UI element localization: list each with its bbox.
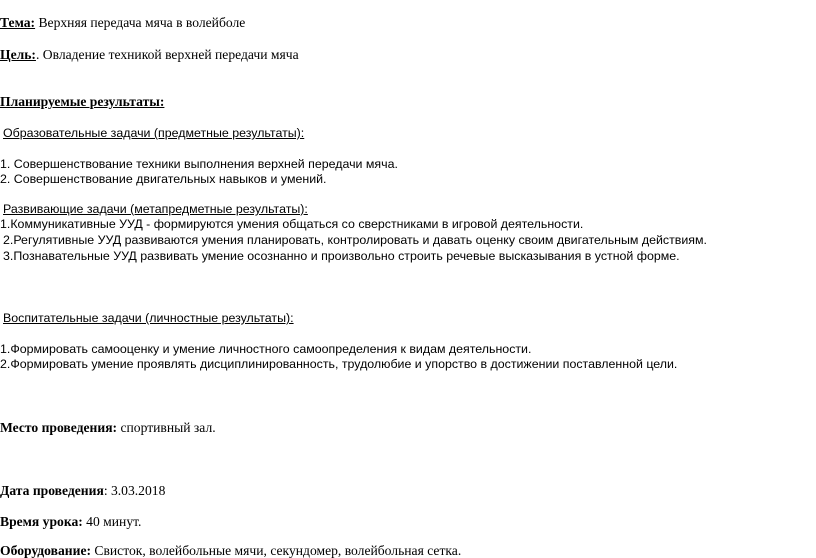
topic-label: Тема: xyxy=(0,15,36,30)
planned-results-heading: Планируемые результаты: xyxy=(0,94,165,109)
educational-item-2: 2. Совершенствование двигательных навыков и умений. xyxy=(0,172,327,186)
duration-line xyxy=(0,515,141,529)
venue-line xyxy=(0,421,216,435)
educational-item-1: 1. Совершенствование техники выполнения верхней передачи мяча. xyxy=(0,157,398,171)
developmental-item-2: 2.Регулятивные УУД развиваются умения планировать, контролировать и давать оценку своим двигательным действиям. xyxy=(3,233,707,247)
upbringing-item-2: 2.Формировать умение проявлять дисциплинированность, трудолюбие и упорство в достижении поставленной цели. xyxy=(0,357,678,371)
developmental-item-3: 3.Познавательные УУД развивать умение осознанно и произвольно строить речевые высказывания в устной форме. xyxy=(3,249,680,263)
developmental-item-1: 1.Коммуникативные УУД - формируются умения общаться со сверстниками в игровой деятельности. xyxy=(0,217,584,231)
equipment-value: Свисток, волейбольные мячи, секундомер, волейбольная сетка. xyxy=(91,543,462,558)
duration-value: 40 минут. xyxy=(82,514,142,529)
upbringing-item-1: 1.Формировать самооценку и умение личностного самоопределения к видам деятельности. xyxy=(0,342,532,356)
topic-value: Верхняя передача мяча в волейболе xyxy=(35,15,246,30)
date-label: Дата проведения xyxy=(0,483,104,498)
venue-label: Место проведения: xyxy=(0,420,118,435)
goal-line xyxy=(0,48,299,62)
educational-heading: Образовательные задачи (предметные результаты): xyxy=(3,126,305,140)
equipment-label: Оборудование: xyxy=(0,543,92,558)
venue-value: спортивный зал. xyxy=(117,420,216,435)
date-value: : 3.03.2018 xyxy=(103,483,166,498)
upbringing-heading: Воспитательные задачи (личностные результаты): xyxy=(3,311,294,325)
topic-line xyxy=(0,16,245,30)
goal-value: Овладение техникой верхней передачи мяча xyxy=(39,47,299,62)
date-line xyxy=(0,484,165,498)
goal-separator: . xyxy=(35,47,40,62)
equipment-line xyxy=(0,544,461,558)
duration-label: Время урока: xyxy=(0,514,83,529)
developmental-heading: Развивающие задачи (метапредметные результаты): xyxy=(3,202,308,216)
goal-label: Цель: xyxy=(0,47,36,62)
